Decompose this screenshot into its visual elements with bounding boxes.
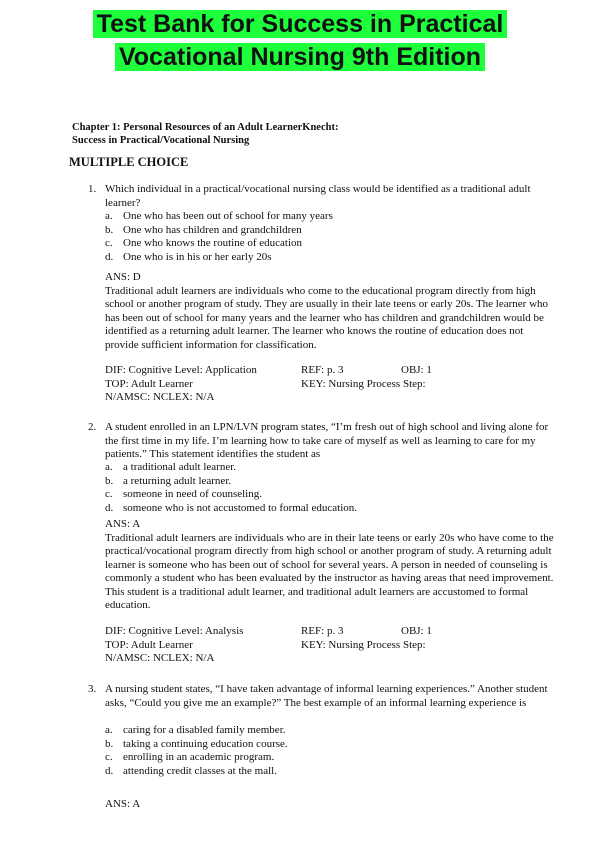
answer-options <box>105 461 545 515</box>
option-d: d. someone who is not accustomed to formal education. <box>105 501 357 514</box>
answer-options <box>105 724 545 778</box>
option-b: b. One who has children and grandchildren <box>105 223 302 236</box>
question-stem: A student enrolled in an LPN/LVN program states, “I’m fresh out of high school and living alone for the first time in my life. I’m learning how to take care of myself as well as learning to care for my patients.” This statement identifies the student as <box>105 421 549 460</box>
answer-options <box>105 210 545 264</box>
title-banner-line-2: Vocational Nursing 9th Edition <box>0 42 600 73</box>
question-stem: A nursing student states, “I have taken advantage of informal learning experiences.” Another student asks, “Could you give me an example?” The best example of an informal learning experience is <box>105 683 548 709</box>
option-a: a. caring for a disabled family member. <box>105 724 286 736</box>
answer-block <box>105 271 557 352</box>
option-c: c. someone in need of counseling. <box>105 488 262 500</box>
question-stem: Which individual in a practical/vocational nursing class would be identified as a traditional adult learner? <box>105 183 531 209</box>
rationale: Traditional adult learners are individuals who are in their late teens or early 20s who have come to the practical/vocational program directly from high school or another program of study. A returning adult learner is someone who has been out of school for several years. A person in needed of counseling is commonly a student who has been evaluated by the instructor as having areas that need improvement. This student is a traditional adult learner, and traditional adult learners are accustomed to formal education. <box>105 531 554 611</box>
question-metadata: DIF: Cognitive Level: Application REF: p. 3 OBJ: 1 TOP: Adult Learner KEY: Nursing Process Step: N/AMSC: NCLEX: N/A <box>105 364 432 403</box>
section-title: MULTIPLE CHOICE <box>69 155 189 169</box>
option-d: d. One who is in his or her early 20s <box>105 250 272 263</box>
title-banner-line-1: Test Bank for Success in Practical <box>0 9 600 40</box>
chapter-heading: Chapter 1: Personal Resources of an Adult LearnerKnecht: Success in Practical/Vocational Nursing <box>72 122 339 146</box>
answer-key: ANS: D <box>105 271 141 283</box>
option-a: a. a traditional adult learner. <box>105 461 237 473</box>
option-b: b. taking a continuing education course. <box>105 737 288 750</box>
option-a: a. One who has been out of school for many years <box>105 210 333 222</box>
answer-key: ANS: A <box>105 518 141 530</box>
option-c: c. enrolling in an academic program. <box>105 751 275 763</box>
question-metadata: DIF: Cognitive Level: Analysis REF: p. 3 OBJ: 1 TOP: Adult Learner KEY: Nursing Process Step: N/AMSC: NCLEX: N/A <box>105 625 432 664</box>
option-d: d. attending credit classes at the mall. <box>105 764 277 777</box>
option-b: b. a returning adult learner. <box>105 474 232 487</box>
answer-block <box>105 518 557 613</box>
rationale: Traditional adult learners are individuals who come to the educational program directly from high school or another program of study. They are usually in their late teens or early 20s. The learner who has been out of school for many years and the learner who has children and grandchildren would be identified as a returning adult learner. The learner who knows the routine of education does not provide sufficient information for classification. <box>105 284 549 351</box>
option-c: c. One who knows the routine of education <box>105 237 303 249</box>
answer-key: ANS: A <box>105 798 141 810</box>
answer-block <box>105 798 557 812</box>
